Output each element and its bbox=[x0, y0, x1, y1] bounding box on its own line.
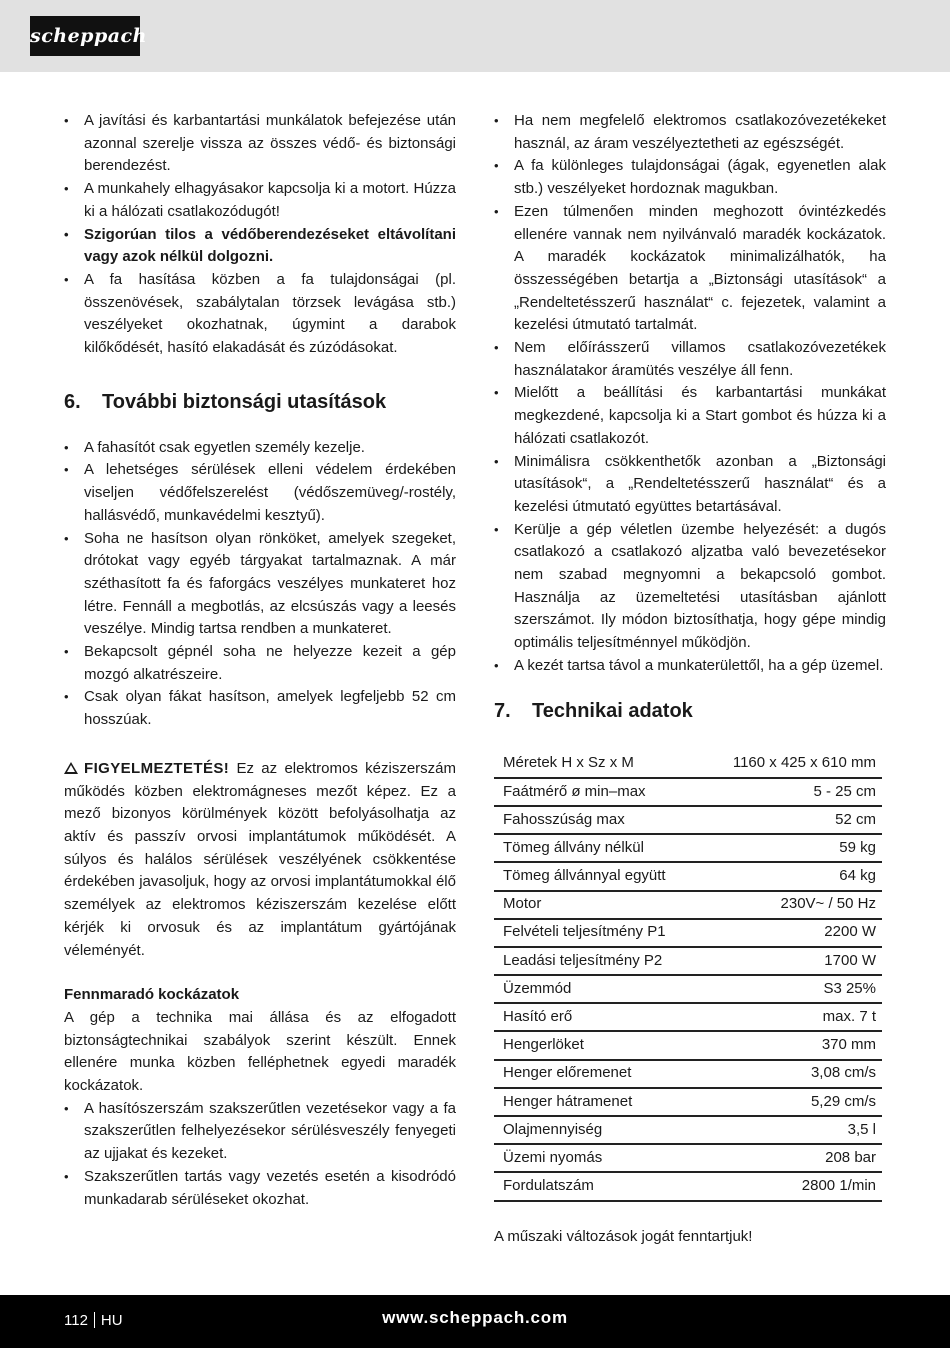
spec-value: 3,08 cm/s bbox=[702, 1060, 882, 1088]
list-item: • A fahasítót csak egyetlen személy kezelje. bbox=[64, 437, 456, 460]
warning-label: FIGYELMEZTETÉS! bbox=[84, 759, 230, 777]
spec-label: Henger előremenet bbox=[494, 1060, 702, 1088]
section-title: Technikai adatok bbox=[532, 699, 693, 722]
spec-value: 1700 W bbox=[702, 947, 882, 975]
spec-label: Fahosszúság max bbox=[494, 806, 702, 834]
table-row bbox=[494, 1060, 882, 1088]
list-item: • Soha ne hasítson olyan rönköket, amelyek szegeket, drótokat vagy egyéb tárgyakat tartalmaznak. A már széthasított fa és faforgács veszélyes munkateret hoz létre. Fennáll a megbotlás, az elcsúszás vagy a leesés veszélye. Mindig tartsa rendben a munkateret. bbox=[64, 528, 456, 642]
spec-value: 5,29 cm/s bbox=[702, 1088, 882, 1116]
residual-risks-list bbox=[64, 1098, 456, 1212]
spec-label: Üzemmód bbox=[494, 975, 702, 1003]
spec-label: Üzemi nyomás bbox=[494, 1144, 702, 1172]
table-row bbox=[494, 975, 882, 1003]
brand-logo: scheppach bbox=[30, 16, 140, 56]
spec-value: S3 25% bbox=[702, 975, 882, 1003]
right-column bbox=[494, 110, 886, 1248]
maintenance-safety-list bbox=[64, 110, 456, 360]
spec-label: Henger hátramenet bbox=[494, 1088, 702, 1116]
table-row bbox=[494, 778, 882, 806]
section-6-heading bbox=[64, 389, 456, 415]
residual-risks-intro: A gép a technika mai állása és az elfogadott biztonságtechnikai szabályok szerint készült. Ennek ellenére munka közben felléphetnek egyedi maradék kockázatok. bbox=[64, 1008, 456, 1095]
list-item: • Mielőtt a beállítási és karbantartási munkákat megkezdené, kapcsolja ki a Start gombot és húzza ki a hálózati csatlakozót. bbox=[494, 382, 886, 450]
spec-label: Méretek H x Sz x M bbox=[494, 750, 702, 778]
residual-risks-list-continued bbox=[494, 110, 886, 678]
spec-label: Tömeg állvánnyal együtt bbox=[494, 862, 702, 890]
spec-value: 2200 W bbox=[702, 919, 882, 947]
left-column bbox=[64, 110, 456, 1211]
spec-label: Olajmennyiség bbox=[494, 1116, 702, 1144]
warning-text: Ez az elektromos kéziszerszám működés közben elektromágneses mezőt képez. Ez a mező bizonyos körülmények között befolyásolhatja az aktív és passzív orvosi implantátumok működését. A súlyos és halálos sérülések veszélyének csökkentése érdekében javasoljuk, hogy az orvosi implantátumokkal élő személyek az elektromos kéziszerszám kezelése előtt kérjék ki orvosuk és az implantátum gyártójának véleményét. bbox=[64, 759, 456, 959]
table-row bbox=[494, 834, 882, 862]
list-item: • Ha nem megfelelő elektromos csatlakozóvezetékeket használ, az áram veszélyeztetheti az egészségét. bbox=[494, 110, 886, 155]
spec-label: Hengerlöket bbox=[494, 1031, 702, 1059]
spec-label: Hasító erő bbox=[494, 1003, 702, 1031]
spec-value: max. 7 t bbox=[702, 1003, 882, 1031]
section-7-heading bbox=[494, 698, 886, 724]
list-item: • Szakszerűtlen tartás vagy vezetés esetén a kisodródó munkadarab sérüléseket okozhat. bbox=[64, 1166, 456, 1211]
page-header bbox=[0, 0, 950, 72]
spec-value: 1160 x 425 x 610 mm bbox=[702, 750, 882, 778]
spec-label: Faátmérő ø min–max bbox=[494, 778, 702, 806]
spec-value: 59 kg bbox=[702, 834, 882, 862]
table-row bbox=[494, 891, 882, 919]
spec-label: Tömeg állvány nélkül bbox=[494, 834, 702, 862]
spec-label: Fordulatszám bbox=[494, 1172, 702, 1200]
spec-value: 208 bar bbox=[702, 1144, 882, 1172]
language-code: HU bbox=[100, 1312, 123, 1329]
residual-risks-heading: Fennmaradó kockázatok bbox=[64, 986, 240, 1004]
additional-safety-list bbox=[64, 437, 456, 732]
list-item: • A lehetséges sérülések elleni védelem érdekében viseljen védőfelszerelést (védőszemüveg/-rostély, hallásvédő, munkavédelmi kesztyű). bbox=[64, 459, 456, 527]
list-item: • Minimálisra csökkenthetők azonban a „Biztonsági utasítások“, a „Rendeltetésszerű használat“ és a kezelési útmutató együttes betartásával. bbox=[494, 451, 886, 519]
list-item: • Ezen túlmenően minden meghozott óvintézkedés ellenére vannak nem nyilvánvaló maradék kockázatok. A maradék kockázatok minimalizálhatók, ha összességében betartja a „Biztonsági utasítások“ a „Rendeltetésszerű használat“ c. fejezetek, valamint a kezelési útmutató tartalmát. bbox=[494, 201, 886, 337]
list-item: • A kezét tartsa távol a munkaterülettől, ha a gép üzemel. bbox=[494, 655, 886, 678]
spec-value: 3,5 l bbox=[702, 1116, 882, 1144]
table-row bbox=[494, 1144, 882, 1172]
spec-value: 64 kg bbox=[702, 862, 882, 890]
list-item: • Szigorúan tilos a védőberendezéseket eltávolítani vagy azok nélkül dolgozni. bbox=[64, 224, 456, 269]
spec-value: 5 - 25 cm bbox=[702, 778, 882, 806]
technical-changes-note: A műszaki változások jogát fenntartjuk! bbox=[494, 1227, 753, 1245]
section-title: További biztonsági utasítások bbox=[102, 390, 387, 413]
spec-label: Motor bbox=[494, 891, 702, 919]
spec-value: 2800 1/min bbox=[702, 1172, 882, 1200]
list-item: • A fa hasítása közben a fa tulajdonságai (pl. összenövések, szabálytalan törzsek levágása stb.) veszélyeket okozhatnak, úgymint a darabok kilőkődését, hasító elakadását és zúzódásokat. bbox=[64, 269, 456, 360]
table-row bbox=[494, 1116, 882, 1144]
table-row bbox=[494, 862, 882, 890]
spec-value: 370 mm bbox=[702, 1031, 882, 1059]
table-row bbox=[494, 947, 882, 975]
section-number: 6. bbox=[64, 390, 81, 413]
warning-triangle-icon bbox=[64, 762, 78, 774]
table-row bbox=[494, 1172, 882, 1200]
website-link[interactable]: www.scheppach.com bbox=[382, 1308, 568, 1327]
technical-data-table bbox=[494, 750, 882, 1202]
list-item: • Kerülje a gép véletlen üzembe helyezését: a dugós csatlakozó a csatlakozó aljzatba való bevezetésekor nem szabad megnyomni a bekapcsoló gombot. Használja az üzemeltetési utasításban ajánlott szerszámot. Ily módon biztosíthatja, hogy gépe mindig optimális teljesítménnyel működjön. bbox=[494, 519, 886, 655]
spec-label: Felvételi teljesítmény P1 bbox=[494, 919, 702, 947]
spec-value: 52 cm bbox=[702, 806, 882, 834]
spec-label: Leadási teljesítmény P2 bbox=[494, 947, 702, 975]
list-item: • A hasítószerszám szakszerűtlen vezetésekor vagy a fa szakszerűtlen felhelyezésekor sérülésveszély fenyegeti az ujjakat és kezeket. bbox=[64, 1098, 456, 1166]
list-item: • Bekapcsolt gépnél soha ne helyezze kezeit a gép mozgó alkatrészeire. bbox=[64, 641, 456, 686]
page-footer bbox=[0, 1295, 950, 1348]
warning-paragraph bbox=[64, 758, 456, 962]
list-item: • Nem előírásszerű villamos csatlakozóvezetékek használatakor áramütés veszélye áll fenn. bbox=[494, 337, 886, 382]
table-row bbox=[494, 1003, 882, 1031]
table-row bbox=[494, 750, 882, 778]
table-row bbox=[494, 806, 882, 834]
list-item: • A munkahely elhagyásakor kapcsolja ki a motort. Húzza ki a hálózati csatlakozódugót! bbox=[64, 178, 456, 223]
spec-value: 230V~ / 50 Hz bbox=[702, 891, 882, 919]
table-row bbox=[494, 1031, 882, 1059]
list-item: • A javítási és karbantartási munkálatok befejezése után azonnal szerelje vissza az összes védő- és biztonsági berendezést. bbox=[64, 110, 456, 178]
page-number-value: 112 bbox=[64, 1312, 88, 1329]
table-row bbox=[494, 919, 882, 947]
list-item: • Csak olyan fákat hasítson, amelyek legfeljebb 52 cm hosszúak. bbox=[64, 686, 456, 731]
list-item: • A fa különleges tulajdonságai (ágak, egyenetlen alak stb.) veszélyeket hordoznak magukban. bbox=[494, 155, 886, 200]
section-number: 7. bbox=[494, 699, 511, 722]
table-row bbox=[494, 1088, 882, 1116]
